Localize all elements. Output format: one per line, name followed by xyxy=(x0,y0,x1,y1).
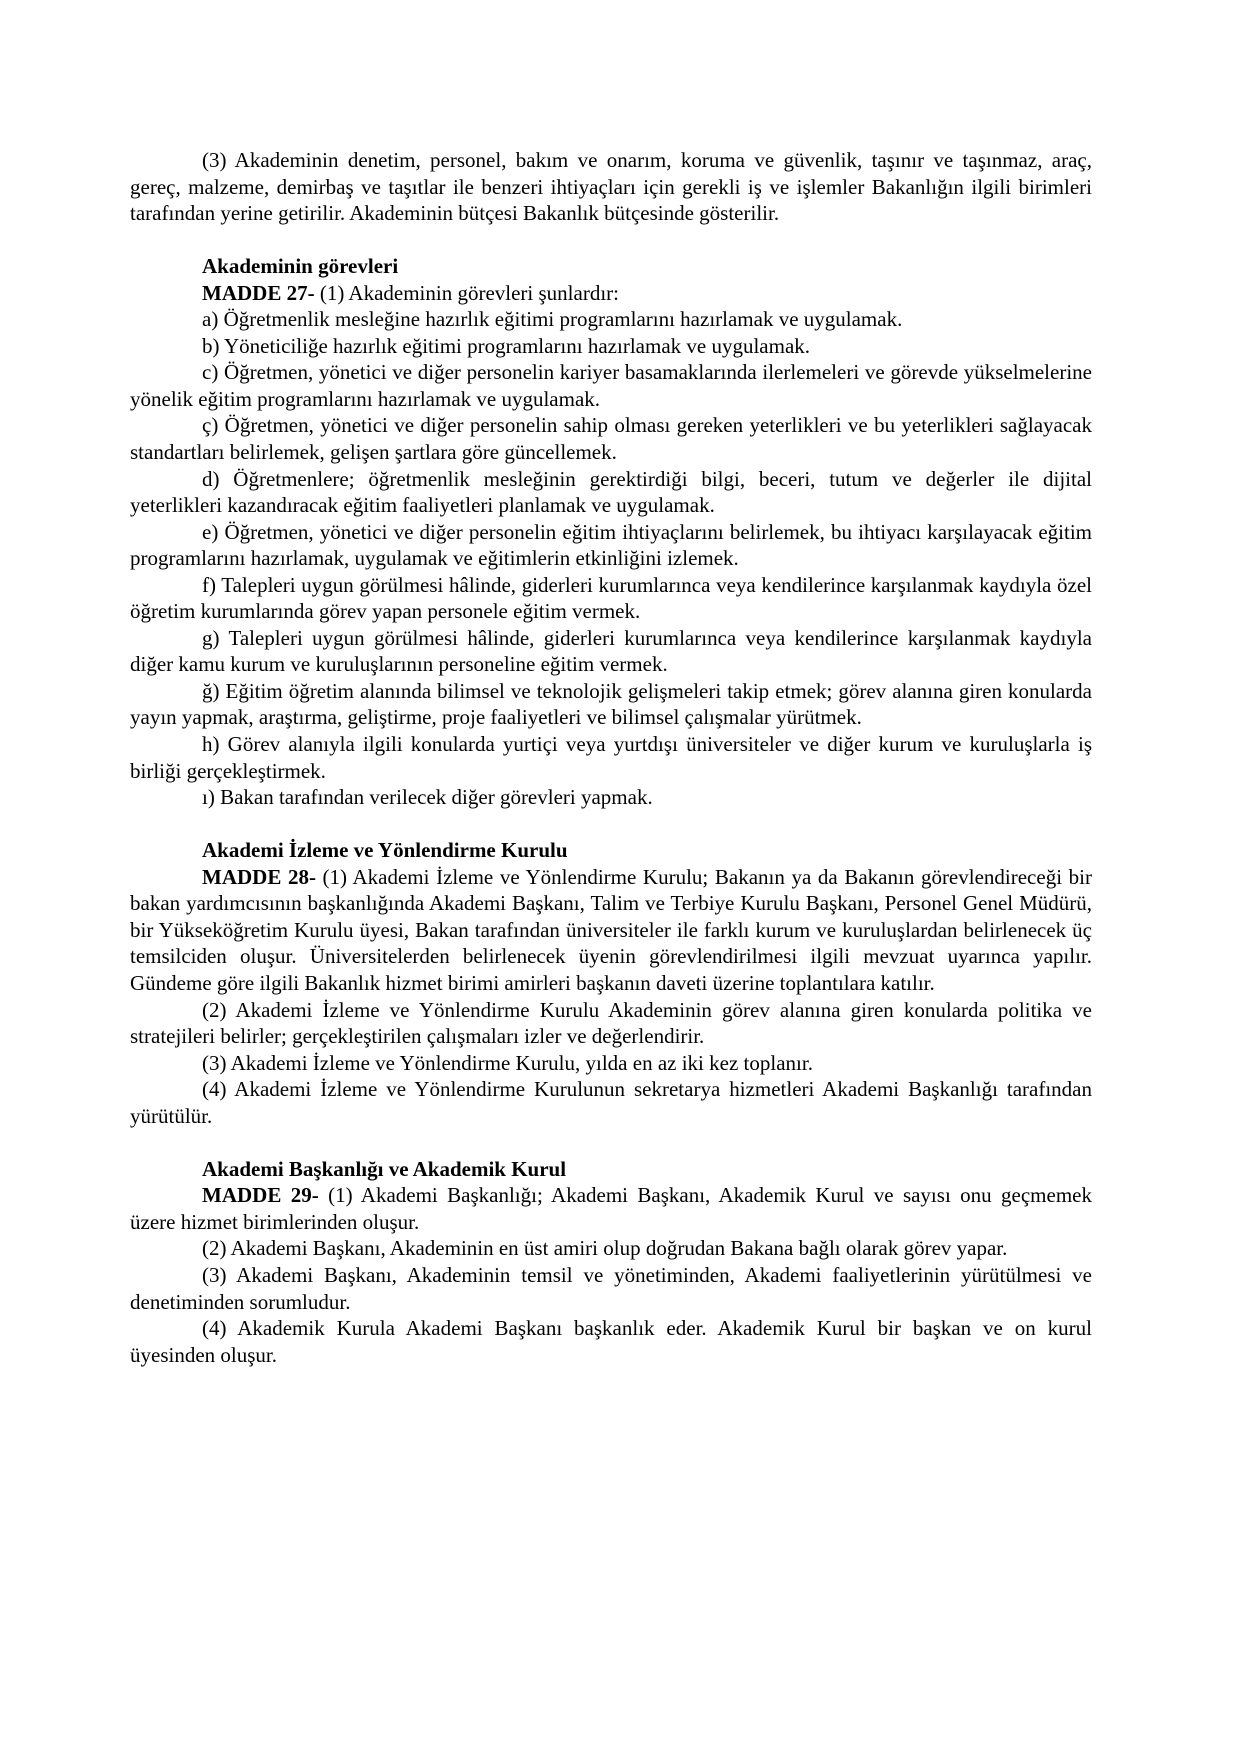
madde-number-label: MADDE 27- xyxy=(202,280,315,305)
paragraph: (3) Akademi Başkanı, Akademinin temsil ve yönetiminden, Akademi faaliyetlerinin yürütülmesi ve denetiminden sorumludur. xyxy=(130,1262,1092,1314)
paragraph: MADDE 28- (1) Akademi İzleme ve Yönlendirme Kurulu; Bakanın ya da Bakanın görevlendireceği bir bakan yardımcısının başkanlığında Akademi Başkanı, Talim ve Terbiye Kurulu Başkanı, Personel Genel Müdürü, bir Yükseköğretim Kurulu üyesi, Bakan tarafından üniversiteler ile farklı kurum ve kuruluşlardan belirlenecek üç temsilciden oluşur. Üniversitelerden belirlenecek üyenin görevlendirilmesi ilgili mevzuat uyarınca yapılır. Gündeme göre ilgili Bakanlık hizmet birimi amirleri başkanın daveti üzerine toplantılara katılır. xyxy=(130,864,1092,995)
section-heading: Akademi Başkanlığı ve Akademik Kurul xyxy=(202,1156,567,1181)
paragraph: a) Öğretmenlik mesleğine hazırlık eğitimi programlarını hazırlamak ve uygulamak. xyxy=(202,307,903,332)
paragraph: g) Talepleri uygun görülmesi hâlinde, giderleri kurumlarınca veya kendilerince karşılanmak kaydıyla diğer kamu kurum ve kuruluşlarının personeline eğitim vermek. xyxy=(130,625,1092,677)
paragraph: e) Öğretmen, yönetici ve diğer personelin eğitim ihtiyaçlarını belirlemek, bu ihtiyacı karşılayacak eğitim programlarını hazırlamak, uygulamak ve eğitimlerin etkinliğini izlemek. xyxy=(130,519,1092,571)
paragraph: (3) Akademi İzleme ve Yönlendirme Kurulu, yılda en az iki kez toplanır. xyxy=(202,1050,813,1075)
section-heading: Akademi İzleme ve Yönlendirme Kurulu xyxy=(202,838,568,863)
paragraph: (3) Akademinin denetim, personel, bakım ve onarım, koruma ve güvenlik, taşınır ve taşınmaz, araç, gereç, malzeme, demirbaş ve taşıtlar ile benzeri ihtiyaçları için gerekli iş ve işlemler Bakanlığın ilgili birimleri tarafından yerine getirilir. Akademinin bütçesi Bakanlık bütçesinde gösterilir. xyxy=(130,148,1092,226)
paragraph: ı) Bakan tarafından verilecek diğer görevleri yapmak. xyxy=(202,785,653,810)
paragraph: d) Öğretmenlere; öğretmenlik mesleğinin gerektirdiği bilgi, beceri, tutum ve değerler ile dijital yeterlikleri kazandıracak eğitim faaliyetleri planlamak ve uygulamak. xyxy=(130,466,1092,518)
paragraph: c) Öğretmen, yönetici ve diğer personelin kariyer basamaklarında ilerlemeleri ve görevde yükselmelerine yönelik eğitim programlarını hazırlamak ve uygulamak. xyxy=(130,360,1092,411)
paragraph: h) Görev alanıyla ilgili konularda yurtiçi veya yurtdışı üniversiteler ve diğer kurum ve kuruluşlarla iş birliği gerçekleştirmek. xyxy=(130,732,1092,783)
madde-number-label: MADDE 29- xyxy=(202,1183,319,1208)
paragraph: MADDE 29- (1) Akademi Başkanlığı; Akademi Başkanı, Akademik Kurul ve sayısı onu geçmemek üzere hizmet birimlerinden oluşur. xyxy=(130,1183,1092,1234)
paragraph: (4) Akademi İzleme ve Yönlendirme Kurulunun sekretarya hizmetleri Akademi Başkanlığı tarafından yürütülür. xyxy=(130,1077,1092,1128)
paragraph: ğ) Eğitim öğretim alanında bilimsel ve teknolojik gelişmeleri takip etmek; görev alanına giren konularda yayın yapmak, araştırma, geliştirme, proje faaliyetleri ve bilimsel çalışmalar yürütmek. xyxy=(130,678,1092,730)
madde-number-label: MADDE 28- xyxy=(202,864,316,889)
paragraph: (2) Akademi İzleme ve Yönlendirme Kurulu Akademinin görev alanına giren konularda politika ve stratejileri belirler; gerçekleştirilen çalışmaları izler ve değerlendirir. xyxy=(130,997,1092,1049)
paragraph: b) Yöneticiliğe hazırlık eğitimi programlarını hazırlamak ve uygulamak. xyxy=(202,333,811,358)
document-body xyxy=(130,147,1092,1368)
paragraph: (2) Akademi Başkanı, Akademinin en üst amiri olup doğrudan Bakana bağlı olarak görev yapar. xyxy=(202,1236,1008,1261)
paragraph: MADDE 27- (1) Akademinin görevleri şunlardır: xyxy=(202,280,619,305)
paragraph: f) Talepleri uygun görülmesi hâlinde, giderleri kurumlarınca veya kendilerince karşılanmak kaydıyla özel öğretim kurumlarında görev yapan personele eğitim vermek. xyxy=(130,572,1092,624)
section-heading: Akademinin görevleri xyxy=(202,254,399,279)
paragraph: (4) Akademik Kurula Akademi Başkanı başkanlık eder. Akademik Kurul bir başkan ve on kurul üyesinden oluşur. xyxy=(130,1316,1092,1367)
paragraph: ç) Öğretmen, yönetici ve diğer personelin sahip olması gereken yeterlikleri ve bu yeterlikleri sağlayacak standartları belirlemek, gelişen şartlara göre güncellemek. xyxy=(130,413,1092,465)
